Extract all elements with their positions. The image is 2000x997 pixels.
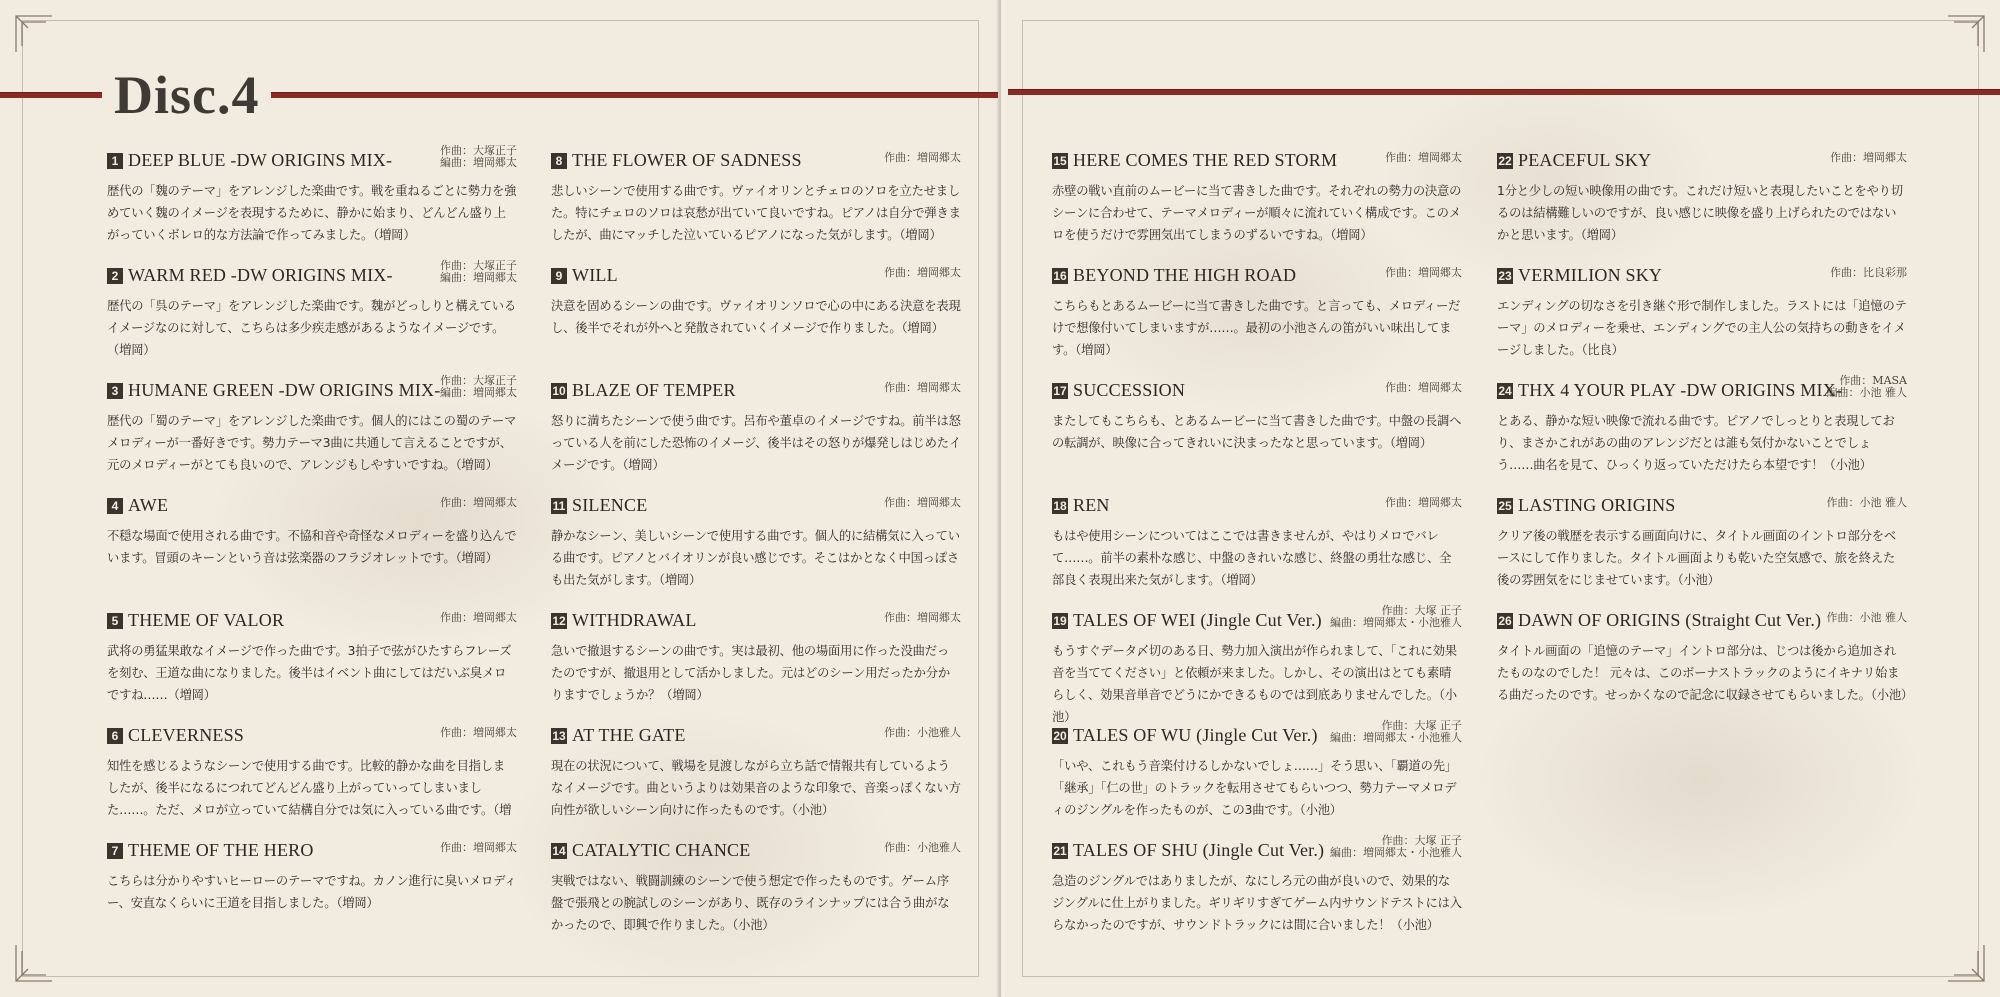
track-title: BEYOND THE HIGH ROAD — [1073, 265, 1297, 285]
track-description: 歴代の「魏のテーマ」をアレンジした楽曲です。戦を重ねるごとに勢力を強めていく魏のイメージを表現するために、静かに始まり、どんどん盛り上がっていくボレロ的な方法論で作ってみました。（増岡） — [107, 184, 517, 242]
credit-line: 作曲：大塚正子 — [440, 374, 517, 387]
credit-line: 作曲：増岡郷太 — [1830, 151, 1907, 164]
track-description: 急造のジングルではありましたが、なにしろ元の曲が良いので、効果的なジングルに仕上がりました。ギリギリすぎてゲーム内サウンドテストには入らなかったのですが、サウンドトラックには間に合いました！（小池） — [1052, 874, 1462, 932]
track-credits — [1827, 375, 1908, 399]
track-credits — [440, 842, 517, 854]
track-entry — [107, 610, 517, 706]
track-credits — [440, 260, 517, 284]
track-description: もはや使用シーンについてはここでは書きませんが、やはりメロでバレて……。前半の素朴な感じ、中盤のきれいな感じ、終盤の勇壮な感じ、全部良く表現出来た気がします。（増岡） — [1052, 529, 1452, 587]
credit-line: 作曲：増岡郷太 — [884, 496, 961, 509]
track-title: THEME OF VALOR — [128, 610, 285, 630]
corner-ornament-icon — [1946, 943, 1986, 983]
track-credits — [440, 727, 517, 739]
track-header — [107, 374, 517, 406]
track-description: 不穏な場面で使用される曲です。不協和音や奇怪なメロディーを盛り込んでいます。冒頭のキーンという音は弦楽器のフラジオレットです。（増岡） — [107, 529, 517, 565]
track-number: 15 — [1053, 153, 1067, 168]
track-entry — [551, 840, 961, 936]
credit-line: 編曲：増岡郷太・小池雅人 — [1330, 846, 1462, 859]
track-credits — [1385, 152, 1462, 164]
track-number: 26 — [1498, 613, 1512, 628]
track-description: 知性を感じるようなシーンで使用する曲です。比較的静かな曲を目指しましたが、後半になるにつれてどんどん盛り上がっていってしまいました……。ただ、メロが立っていて結構自分では気に入っている曲です。（増 — [107, 759, 512, 817]
track-description: またしてもこちらも、とあるムービーに当て書きした曲です。中盤の長調への転調が、映像に合ってきれいに決まったなと思っています。（増岡） — [1052, 414, 1462, 450]
track-credits — [884, 842, 961, 854]
corner-ornament-icon — [14, 943, 54, 983]
track-description: こちらもとあるムービーに当て書きした曲です。と言っても、メロディーだけで想像付いてしまいますが……。最初の小池さんの笛がいい味出してます。（増岡） — [1052, 299, 1461, 357]
track-header — [107, 725, 517, 751]
track-number: 10 — [552, 383, 566, 398]
credit-line: 作曲：増岡郷太 — [1385, 151, 1462, 164]
track-header — [1052, 604, 1462, 636]
track-number: 7 — [107, 843, 123, 859]
credit-line: 作曲：小池 雅人 — [1826, 496, 1907, 509]
track-credits — [1827, 612, 1908, 624]
track-header — [551, 150, 961, 176]
track-header — [1497, 265, 1907, 291]
credit-line: 作曲：小池雅人 — [884, 726, 961, 739]
track-entry — [1497, 610, 1914, 706]
track-entry — [107, 144, 517, 246]
track-entry — [1497, 150, 1907, 246]
track-title: PEACEFUL SKY — [1518, 150, 1652, 170]
track-title: HUMANE GREEN -DW ORIGINS MIX- — [128, 380, 441, 400]
track-entry — [1052, 265, 1462, 361]
header-rule-right — [1008, 89, 2000, 95]
track-title: TALES OF SHU (Jingle Cut Ver.) — [1073, 840, 1325, 860]
track-credits — [440, 612, 517, 624]
track-description: 1分と少しの短い映像用の曲です。これだけ短いと表現したいことをやり切るのは結構難しいのですが、良い感じに映像を盛り上げられたのではないかと思います。（増岡） — [1497, 184, 1903, 242]
track-entry — [551, 150, 961, 246]
track-title: WITHDRAWAL — [572, 610, 697, 630]
credit-line: 作曲：大塚 正子 — [1381, 719, 1462, 732]
track-header — [1497, 610, 1907, 636]
track-number: 17 — [1053, 383, 1067, 398]
track-credits — [1830, 152, 1907, 164]
track-title: DEEP BLUE -DW ORIGINS MIX- — [128, 150, 393, 170]
track-number: 22 — [1498, 153, 1512, 168]
track-description: 現在の状況について、戦場を見渡しながら立ち話で情報共有しているようなイメージです。曲というよりは効果音のような印象で、音楽っぽくない方向性が欲しいシーン向けに作ったものです。（小池） — [551, 759, 961, 817]
track-entry — [1052, 834, 1462, 936]
track-title: TALES OF WEI (Jingle Cut Ver.) — [1073, 610, 1322, 630]
track-entry — [107, 840, 517, 914]
corner-ornament-icon — [14, 14, 54, 54]
track-credits — [1330, 720, 1462, 744]
track-header — [1052, 719, 1462, 751]
track-header — [551, 840, 961, 866]
track-entry — [551, 610, 961, 706]
track-credits — [1827, 497, 1908, 509]
credit-line: 編曲：増岡郷太・小池雅人 — [1330, 616, 1462, 629]
track-entry — [551, 495, 961, 591]
track-description: 赤壁の戦い直前のムービーに当て書きした曲です。それぞれの勢力の決意のシーンに合わせて、テーマメロディーが順々に流れていく構成です。このメロを使うだけで雰囲気出てしまうのずるいですね。（増岡） — [1052, 184, 1462, 242]
track-title: REN — [1073, 495, 1110, 515]
track-credits — [884, 497, 961, 509]
track-header — [1052, 834, 1462, 866]
track-description: 静かなシーン、美しいシーンで使用する曲です。個人的に結構気に入っている曲です。ピアノとバイオリンが良い感じです。そこはかとなく中国っぽさも出た気がします。（増岡） — [551, 529, 960, 587]
credit-line: 作曲：大塚 正子 — [1381, 604, 1462, 617]
track-entry — [107, 495, 517, 569]
track-number: 23 — [1498, 268, 1512, 283]
track-title: AWE — [128, 495, 169, 515]
track-header — [107, 144, 517, 176]
track-credits — [440, 497, 517, 509]
track-header — [551, 265, 961, 291]
track-credits — [1830, 267, 1907, 279]
track-description: こちらは分かりやすいヒーローのテーマですね。カノン進行に臭いメロディー、安直なくらいに王道を目指しました。（増岡） — [107, 874, 517, 910]
track-entry — [551, 725, 961, 821]
track-description: 武将の勇猛果敢なイメージで作った曲です。3拍子で弦がひたすらフレーズを刻む、王道な曲になりました。後半はイベント曲にしてはだいぶ臭メロですね……（増岡） — [107, 644, 512, 702]
track-description: もうすぐデータ〆切のある日、勢力加入演出が作られまして、「これに効果音を当ててください」と依頼が来ました。しかし、その演出はとても素晴らしく、効果音単音でどうにかできるものでは到底ありませんでした。（小池） — [1052, 644, 1457, 724]
track-credits — [440, 145, 517, 169]
track-number: 16 — [1053, 268, 1067, 283]
track-credits — [884, 727, 961, 739]
credit-line: 作曲：増岡郷太 — [884, 611, 961, 624]
track-entry — [1052, 495, 1462, 591]
track-entry — [1052, 380, 1462, 454]
track-header — [1497, 374, 1907, 406]
track-title: SILENCE — [572, 495, 648, 515]
booklet-spine — [996, 0, 1006, 997]
track-title: VERMILION SKY — [1518, 265, 1663, 285]
track-number: 5 — [107, 613, 123, 629]
track-description: クリア後の戦歴を表示する画面向けに、タイトル画面のイントロ部分をベースにして作りました。タイトル画面よりも乾いた空気感で、旅を終えた後の雰囲気をにじませています。（小池） — [1497, 529, 1896, 587]
track-number: 24 — [1498, 383, 1512, 398]
track-credits — [884, 612, 961, 624]
track-number: 21 — [1053, 843, 1067, 858]
track-description: とある、静かな短い映像で流れる曲です。ピアノでしっとりと表現しており、まさかこれがあの曲のアレンジだとは誰も気付かないことでしょう……曲名を見て、ひっくり返っていただけたら本望です！（小池） — [1497, 414, 1895, 472]
credit-line: 作曲：増岡郷太 — [1385, 381, 1462, 394]
track-header — [107, 840, 517, 866]
credit-line: 編曲：増岡郷太 — [440, 271, 517, 284]
track-description: 実戦ではない、戦闘訓練のシーンで使う想定で作ったものです。ゲーム序盤で張飛との腕試しのシーンがあり、既存のラインナップには合う曲がなかったので、即興で作りました。（小池） — [551, 874, 950, 932]
track-header — [1052, 265, 1462, 291]
credit-line: 作曲：増岡郷太 — [440, 726, 517, 739]
track-entry — [107, 259, 517, 361]
credit-line: 作曲：増岡郷太 — [440, 496, 517, 509]
track-title: THE FLOWER OF SADNESS — [572, 150, 802, 170]
credit-line: 作曲：増岡郷太 — [1385, 496, 1462, 509]
track-entry — [551, 380, 961, 476]
track-number: 14 — [552, 843, 566, 858]
credit-line: 作曲：増岡郷太 — [1385, 266, 1462, 279]
track-number: 9 — [551, 268, 567, 284]
track-header — [107, 259, 517, 291]
track-number: 12 — [552, 613, 566, 628]
track-credits — [1385, 267, 1462, 279]
track-title: HERE COMES THE RED STORM — [1073, 150, 1338, 170]
track-header — [551, 380, 961, 406]
credit-line: 作曲：小池 雅人 — [1826, 611, 1907, 624]
track-credits — [1330, 605, 1462, 629]
track-number: 1 — [107, 153, 123, 169]
track-header — [1052, 495, 1462, 521]
track-description: 歴代の「蜀のテーマ」をアレンジした楽曲です。個人的にはこの蜀のテーマメロディーが一番好きです。勢力テーマ3曲に共通して言えることですが、元のメロディーがとても良いので、アレンジもしやすいですね。（増岡） — [107, 414, 517, 472]
disc-title: Disc.4 — [102, 64, 271, 126]
track-credits — [1330, 835, 1462, 859]
track-title: WILL — [572, 265, 618, 285]
track-header — [551, 725, 961, 751]
track-description: エンディングの切なさを引き継ぐ形で制作しました。ラストには「追憶のテーマ」のメロディーを乗せ、エンディングでの主人公の気持ちの動きをイメージしました。（比良） — [1497, 299, 1907, 357]
track-entry — [1052, 604, 1462, 728]
track-header — [107, 495, 517, 521]
credit-line: 編曲：増岡郷太・小池雅人 — [1330, 731, 1462, 744]
credit-line: 作曲：大塚正子 — [440, 144, 517, 157]
track-entry — [107, 374, 517, 476]
credit-line: 作曲：大塚 正子 — [1381, 834, 1462, 847]
track-number: 18 — [1053, 498, 1067, 513]
track-number: 25 — [1498, 498, 1512, 513]
track-title: THEME OF THE HERO — [128, 840, 314, 860]
credit-line: 作曲：比良彩那 — [1830, 266, 1907, 279]
track-title: AT THE GATE — [572, 725, 686, 745]
track-entry — [107, 725, 517, 821]
credit-line: 作曲：大塚正子 — [440, 259, 517, 272]
track-header — [551, 610, 961, 636]
track-number: 2 — [107, 268, 123, 284]
credit-line: 作曲：増岡郷太 — [884, 151, 961, 164]
track-entry — [551, 265, 961, 339]
track-entry — [1497, 265, 1907, 361]
track-header — [1497, 495, 1907, 521]
track-title: DAWN OF ORIGINS (Straight Cut Ver.) — [1518, 610, 1822, 630]
track-header — [551, 495, 961, 521]
credit-line: 作曲：増岡郷太 — [884, 266, 961, 279]
track-number: 6 — [107, 728, 123, 744]
credit-line: 編曲：増岡郷太 — [440, 156, 517, 169]
credit-line: 作曲：増岡郷太 — [440, 841, 517, 854]
track-entry — [1497, 495, 1907, 591]
track-number: 11 — [552, 498, 566, 513]
track-header — [1497, 150, 1907, 176]
track-header — [107, 610, 517, 636]
track-number: 19 — [1053, 613, 1067, 628]
track-credits — [884, 267, 961, 279]
track-description: 決意を固めるシーンの曲です。ヴァイオリンソロで心の中にある決意を表現し、後半でそれが外へと発散されていくイメージで作りました。（増岡） — [551, 299, 961, 335]
track-number: 20 — [1053, 728, 1067, 743]
track-description: 歴代の「呉のテーマ」をアレンジした楽曲です。魏がどっしりと構えているイメージなのに対して、こちらは多少疾走感があるようなイメージです。（増岡） — [107, 299, 516, 357]
track-description: タイトル画面の「追憶のテーマ」イントロ部分は、じつは後から追加されたものなのでした！ 元々は、このボーナストラックのようにイキナリ始まる曲だったのです。せっかくなので記念に収録させてもらいました。（小池） — [1497, 644, 1914, 702]
track-description: 急いで撤退するシーンの曲です。実は最初、他の場面用に作った没曲だったのですが、撤退用として活かしました。元はどのシーン用だったか分かりますでしょうか？（増岡） — [551, 644, 950, 702]
track-entry — [1497, 374, 1907, 476]
track-title: THX 4 YOUR PLAY -DW ORIGINS MIX- — [1518, 380, 1843, 400]
track-number: 13 — [552, 728, 566, 743]
track-title: WARM RED -DW ORIGINS MIX- — [128, 265, 393, 285]
track-entry — [1052, 719, 1462, 821]
track-credits — [884, 152, 961, 164]
corner-ornament-icon — [1946, 14, 1986, 54]
track-title: CLEVERNESS — [128, 725, 245, 745]
credit-line: 作曲：小池雅人 — [884, 841, 961, 854]
track-title: TALES OF WU (Jingle Cut Ver.) — [1073, 725, 1318, 745]
track-title: LASTING ORIGINS — [1518, 495, 1676, 515]
track-credits — [440, 375, 517, 399]
track-description: 「いや、これもう音楽付けるしかないでしょ……」そう思い、「覇道の先」「継承」「仁の世」のトラックを転用させてもらいつつ、勢力テーマメロディのジングルを作ったものが、この3曲です。（小池） — [1052, 759, 1457, 817]
track-header — [1052, 380, 1462, 406]
track-title: BLAZE OF TEMPER — [572, 380, 736, 400]
credit-line: 作曲：増岡郷太 — [884, 381, 961, 394]
track-title: SUCCESSION — [1073, 380, 1186, 400]
track-header — [1052, 150, 1462, 176]
credit-line: 作曲：MASA — [1839, 374, 1907, 387]
credit-line: 編曲：増岡郷太 — [440, 386, 517, 399]
track-entry — [1052, 150, 1462, 246]
track-credits — [1385, 497, 1462, 509]
track-description: 怒りに満ちたシーンで使う曲です。呂布や董卓のイメージですね。前半は怒っている人を前にした恐怖のイメージ、後半はその怒りが爆発しはじめたイメージです。（増岡） — [551, 414, 961, 472]
credit-line: 編曲：小池 雅人 — [1826, 386, 1907, 399]
credit-line: 作曲：増岡郷太 — [440, 611, 517, 624]
track-number: 3 — [107, 383, 123, 399]
track-title: CATALYTIC CHANCE — [572, 840, 751, 860]
track-credits — [1385, 382, 1462, 394]
track-description: 悲しいシーンで使用する曲です。ヴァイオリンとチェロのソロを立たせました。特にチェロのソロは哀愁が出ていて良いですね。ピアノは自分で弾きましたが、曲にマッチした泣いているピアノになった気がします。（増岡） — [551, 184, 961, 242]
track-number: 8 — [551, 153, 567, 169]
track-number: 4 — [107, 498, 123, 514]
track-credits — [884, 382, 961, 394]
